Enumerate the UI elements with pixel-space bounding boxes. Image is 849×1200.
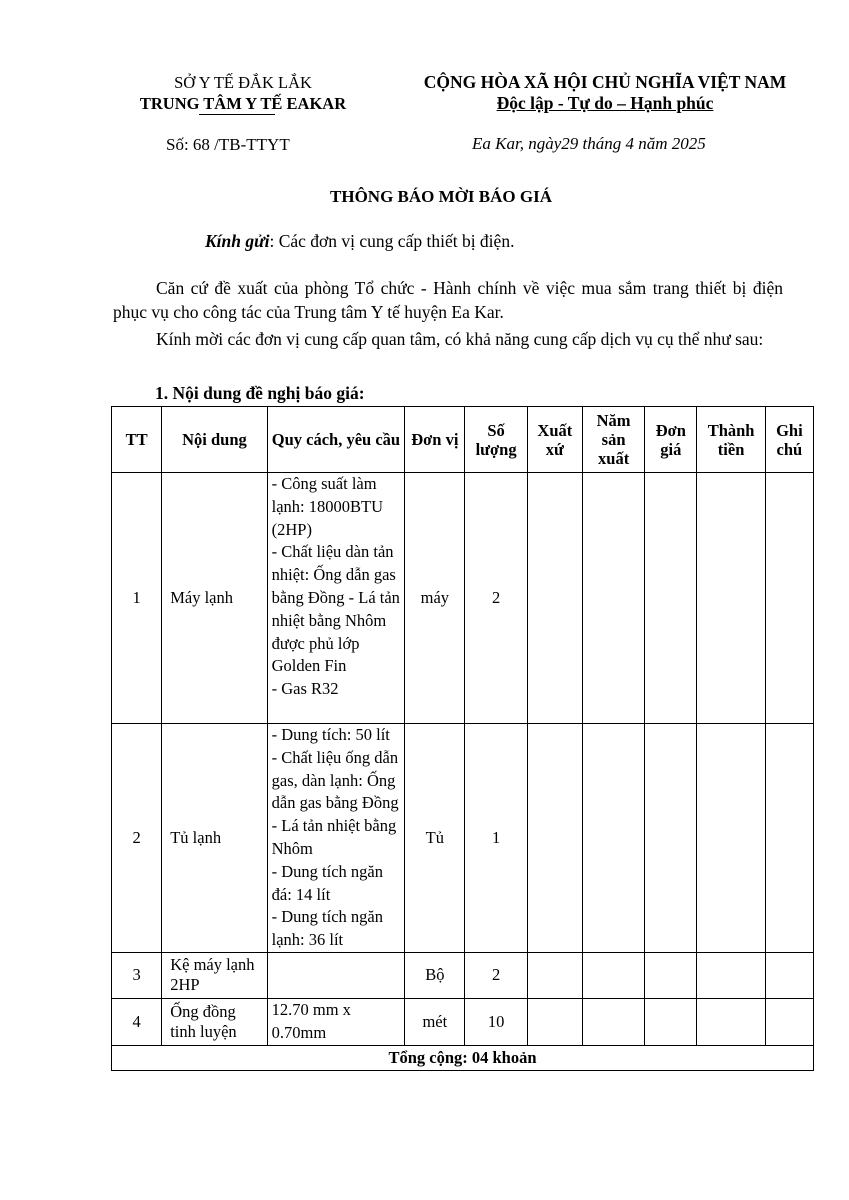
row-amount	[697, 998, 765, 1045]
table-header-row	[112, 407, 814, 473]
header-note: Ghi chú	[765, 407, 813, 473]
paragraph-basis: Căn cứ đề xuất của phòng Tổ chức - Hành chính về việc mua sắm trang thiết bị điện phục vụ cho công tác của Trung tâm Y tế huyện Ea Kar.	[113, 278, 783, 322]
spec-line: - Gas R32	[271, 679, 339, 699]
row-item-name: Kệ máy lạnh 2HP	[162, 952, 267, 998]
header-amount: Thành tiền	[697, 407, 765, 473]
row-unit: Bộ	[405, 952, 465, 998]
row-number: 4	[112, 998, 162, 1045]
table-row	[112, 998, 814, 1045]
row-qty: 2	[465, 473, 527, 724]
row-note	[765, 473, 813, 724]
header-spec: Quy cách, yêu cầu	[267, 407, 405, 473]
row-number: 2	[112, 724, 162, 953]
row-origin	[527, 724, 582, 953]
row-year	[582, 998, 644, 1045]
row-unit-price	[645, 998, 697, 1045]
row-unit: Tủ	[405, 724, 465, 953]
spec-line: 12.70 mm x 0.70mm	[271, 999, 351, 1042]
row-qty: 1	[465, 724, 527, 953]
header-tt: TT	[112, 407, 162, 473]
issuer-underline	[199, 114, 275, 115]
row-amount	[697, 952, 765, 998]
spec-line: - Chất liệu dàn tản nhiệt: Ống dẫn gas bằng Đồng - Lá tản nhiệt bằng Nhôm được phủ lớp Golden Fin	[271, 542, 400, 676]
spec-line: - Dung tích: 50 lít	[271, 725, 390, 744]
row-spec	[267, 952, 405, 998]
header-qty: Số lượng	[465, 407, 527, 473]
table-row	[112, 952, 814, 998]
row-item-name: Tủ lạnh	[162, 724, 267, 953]
row-origin	[527, 473, 582, 724]
row-note	[765, 952, 813, 998]
table-row	[112, 724, 814, 953]
header-unit: Đơn vị	[405, 407, 465, 473]
document-date: Ea Kar, ngày29 tháng 4 năm 2025	[472, 134, 706, 153]
issuer-block	[112, 72, 374, 114]
row-unit: mét	[405, 998, 465, 1045]
recipient-text: : Các đơn vị cung cấp thiết bị điện.	[269, 231, 515, 251]
table-total-row	[112, 1045, 814, 1070]
spec-line: - Dung tích ngăn đá: 14 lít	[271, 861, 383, 904]
recipient-line	[205, 231, 514, 252]
section-heading: 1. Nội dung đề nghị báo giá:	[155, 383, 365, 403]
header-origin: Xuất xứ	[527, 407, 582, 473]
issuer-department: SỞ Y TẾ ĐẮK LẮK	[174, 73, 312, 92]
header-unit-price: Đơn giá	[645, 407, 697, 473]
row-amount	[697, 473, 765, 724]
row-spec	[267, 724, 405, 953]
spec-line: - Dung tích ngăn lạnh: 36 lít	[271, 907, 383, 950]
row-spec	[267, 998, 405, 1045]
row-year	[582, 473, 644, 724]
row-unit-price	[645, 473, 697, 724]
row-number: 3	[112, 952, 162, 998]
table-row	[112, 473, 814, 724]
total-cell: Tổng cộng: 04 khoản	[112, 1045, 814, 1070]
row-qty: 10	[465, 998, 527, 1045]
row-note	[765, 998, 813, 1045]
row-year	[582, 952, 644, 998]
motto: Độc lập - Tự do – Hạnh phúc	[496, 93, 714, 113]
spec-line: - Công suất làm lạnh: 18000BTU (2HP)	[271, 474, 384, 539]
row-item-name: Ống đồng tinh luyện	[162, 998, 267, 1045]
header-content: Nội dung	[162, 407, 267, 473]
document-title: THÔNG BÁO MỜI BÁO GIÁ	[330, 187, 552, 206]
quotation-table	[111, 406, 814, 1071]
row-unit-price	[645, 952, 697, 998]
header-year: Năm sản xuất	[582, 407, 644, 473]
document-number: Số: 68 /TB-TTYT	[166, 135, 290, 154]
row-qty: 2	[465, 952, 527, 998]
row-spec	[267, 473, 405, 724]
spec-line: - Chất liệu ống dẫn gas, dàn lạnh: Ống dẫn gas bằng Đồng - Lá tản nhiệt bằng Nhôm	[271, 747, 399, 858]
row-number: 1	[112, 473, 162, 724]
row-year	[582, 724, 644, 953]
row-origin	[527, 998, 582, 1045]
issuer-center: TRUNG TÂM Y TẾ EAKAR	[139, 94, 347, 113]
recipient-label: Kính gửi	[205, 231, 270, 251]
country-name: CỘNG HÒA XÃ HỘI CHỦ NGHĨA VIỆT NAM	[423, 72, 787, 92]
row-amount	[697, 724, 765, 953]
paragraph-invitation: Kính mời các đơn vị cung cấp quan tâm, có khả năng cung cấp dịch vụ cụ thể như sau:	[156, 329, 764, 349]
row-unit: máy	[405, 473, 465, 724]
national-heading	[395, 72, 815, 114]
row-item-name: Máy lạnh	[162, 473, 267, 724]
row-unit-price	[645, 724, 697, 953]
row-origin	[527, 952, 582, 998]
row-note	[765, 724, 813, 953]
